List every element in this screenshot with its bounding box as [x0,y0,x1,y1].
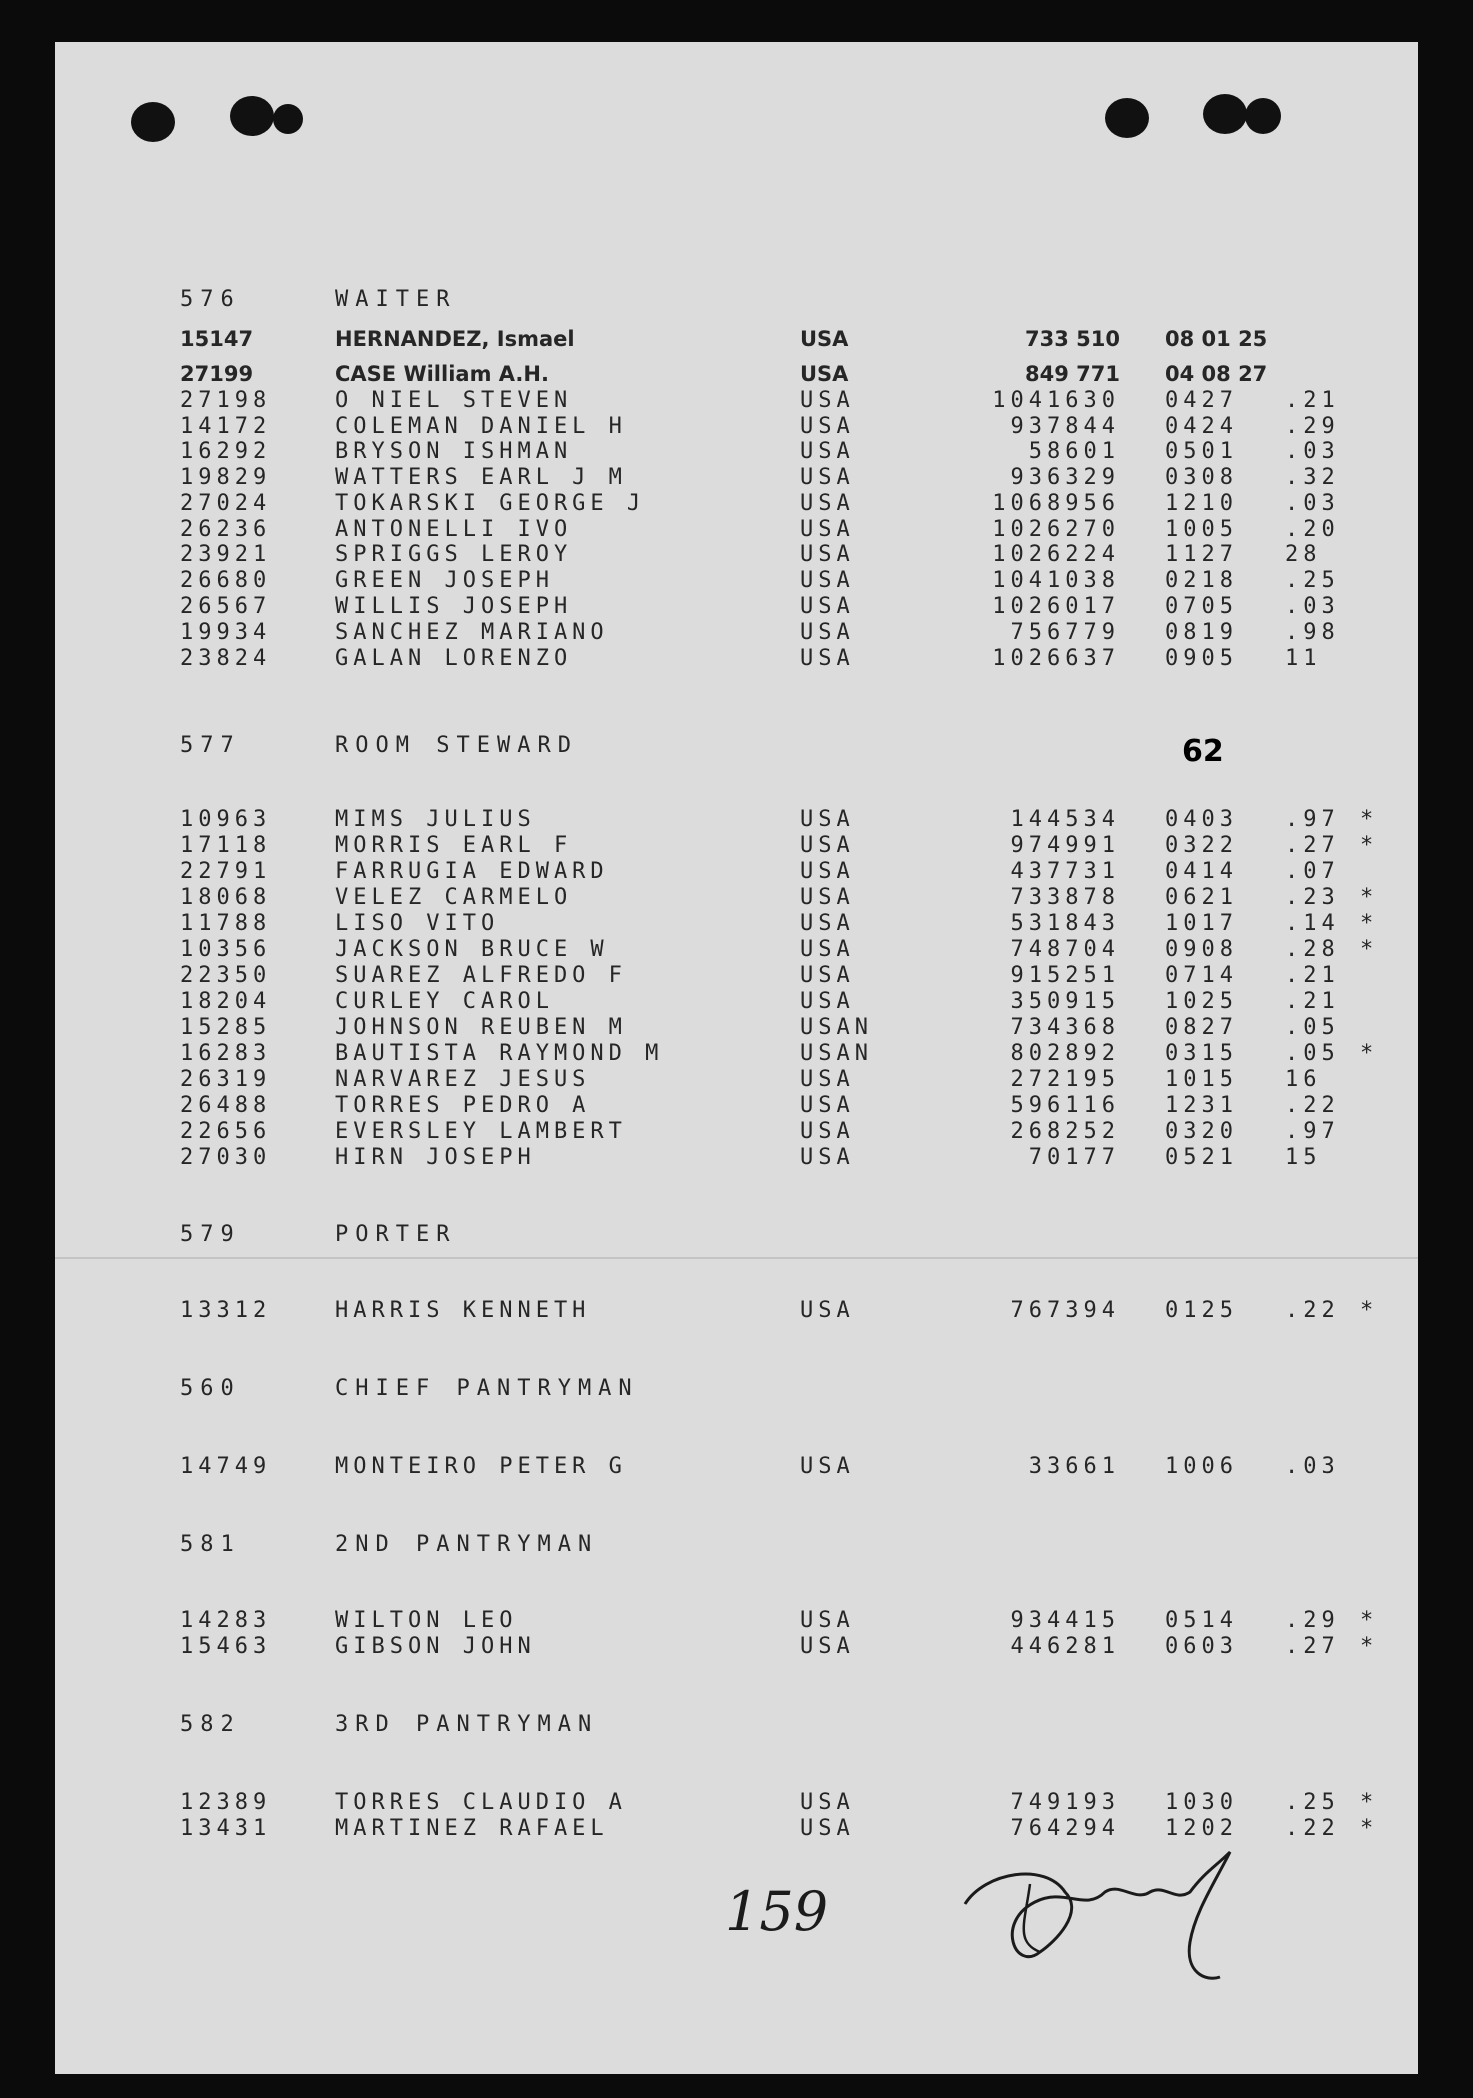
crew-mark: * [1360,1041,1379,1066]
crew-date: 08 01 25 [1165,327,1268,351]
crew-name: SUAREZ ALFREDO F [335,963,627,988]
crew-nat: USA [800,911,855,936]
section-code: 582 [180,1712,241,1737]
crew-id: 15285 [180,1015,272,1040]
crew-nat: USA [800,937,855,962]
section-header [180,1712,598,1737]
crew-nat: USA [800,1454,855,1479]
crew-id: 13312 [180,1298,272,1323]
crew-id: 18204 [180,989,272,1014]
crew-nat: USA [800,646,855,671]
crew-num: 937844 [1010,414,1120,439]
crew-nat: USA [800,1608,855,1633]
crew-num: 531843 [1010,911,1120,936]
crew-num: 70177 [1028,1145,1120,1170]
crew-id: 26680 [180,568,272,593]
crew-pct: .21 [1285,388,1340,413]
crew-nat: USA [800,1298,855,1323]
crew-nat: USA [800,1816,855,1841]
crew-date: 0125 [1165,1298,1238,1323]
crew-nat: USAN [800,1041,873,1066]
section-code: 576 [180,287,241,312]
crew-date: 0714 [1165,963,1238,988]
crew-pct: 11 [1285,646,1322,671]
crew-name: NARVAREZ JESUS [335,1067,591,1092]
crew-nat: USA [800,362,849,386]
crew-date: 1015 [1165,1067,1238,1092]
crew-list [55,42,1418,2074]
crew-id: 26488 [180,1093,272,1118]
crew-num: 350915 [1010,989,1120,1014]
crew-nat: USA [800,388,855,413]
crew-nat: USA [800,859,855,884]
crew-nat: USA [800,1790,855,1815]
crew-date: 04 08 27 [1165,362,1268,386]
section-header [180,1222,456,1247]
crew-date: 1006 [1165,1454,1238,1479]
crew-date: 0621 [1165,885,1238,910]
section-header [180,1532,598,1557]
crew-name: JACKSON BRUCE W [335,937,609,962]
crew-pct: .14 [1285,911,1340,936]
crew-mark: * [1360,1298,1379,1323]
crew-name: MARTINEZ RAFAEL [335,1816,609,1841]
crew-id: 27024 [180,491,272,516]
crew-date: 1005 [1165,517,1238,542]
crew-num: 1026224 [992,542,1120,567]
crew-num: 767394 [1010,1298,1120,1323]
crew-num: 849 771 [1025,362,1120,386]
crew-pct: .32 [1285,465,1340,490]
crew-id: 22656 [180,1119,272,1144]
crew-pct: .97 [1285,807,1340,832]
crew-mark: * [1360,911,1379,936]
crew-num: 58601 [1028,439,1120,464]
crew-nat: USA [800,1145,855,1170]
document-sheet [55,42,1418,2074]
crew-num: 1041038 [992,568,1120,593]
crew-mark: * [1360,1816,1379,1841]
crew-date: 0322 [1165,833,1238,858]
crew-name: SANCHEZ MARIANO [335,620,609,645]
crew-pct: .27 [1285,833,1340,858]
crew-pct: .05 [1285,1015,1340,1040]
crew-id: 14172 [180,414,272,439]
crew-nat: USA [800,620,855,645]
crew-id: 10356 [180,937,272,962]
crew-id: 26567 [180,594,272,619]
crew-mark: * [1360,885,1379,910]
crew-name: HIRN JOSEPH [335,1145,536,1170]
crew-date: 0308 [1165,465,1238,490]
crew-num: 1026637 [992,646,1120,671]
crew-num: 1041630 [992,388,1120,413]
crew-date: 0427 [1165,388,1238,413]
crew-nat: USA [800,1634,855,1659]
crew-nat: USA [800,963,855,988]
crew-date: 0320 [1165,1119,1238,1144]
crew-nat: USA [800,1067,855,1092]
crew-name: GIBSON JOHN [335,1634,536,1659]
crew-num: 756779 [1010,620,1120,645]
crew-date: 0908 [1165,937,1238,962]
crew-date: 0705 [1165,594,1238,619]
crew-name: FARRUGIA EDWARD [335,859,609,884]
crew-num: 1068956 [992,491,1120,516]
crew-num: 734368 [1010,1015,1120,1040]
crew-num: 272195 [1010,1067,1120,1092]
crew-id: 13431 [180,1816,272,1841]
crew-pct: .25 [1285,568,1340,593]
crew-nat: USA [800,833,855,858]
crew-date: 0218 [1165,568,1238,593]
crew-name: WILLIS JOSEPH [335,594,573,619]
crew-name: TOKARSKI GEORGE J [335,491,646,516]
crew-date: 0403 [1165,807,1238,832]
crew-num: 802892 [1010,1041,1120,1066]
crew-num: 915251 [1010,963,1120,988]
crew-num: 144534 [1010,807,1120,832]
crew-num: 437731 [1010,859,1120,884]
crew-id: 16283 [180,1041,272,1066]
crew-name: TORRES CLAUDIO A [335,1790,627,1815]
crew-num: 596116 [1010,1093,1120,1118]
crew-pct: .27 [1285,1634,1340,1659]
crew-date: 1210 [1165,491,1238,516]
crew-nat: USA [800,885,855,910]
section-code: 577 [180,733,241,758]
crew-nat: USA [800,414,855,439]
crew-num: 268252 [1010,1119,1120,1144]
crew-nat: USA [800,807,855,832]
crew-date: 0424 [1165,414,1238,439]
crew-pct: .22 [1285,1816,1340,1841]
crew-name: LISO VITO [335,911,500,936]
crew-mark: * [1360,807,1379,832]
crew-pct: .22 [1285,1298,1340,1323]
crew-id: 10963 [180,807,272,832]
crew-pct: .28 [1285,937,1340,962]
crew-nat: USA [800,1119,855,1144]
section-code: 560 [180,1376,241,1401]
crew-id: 22791 [180,859,272,884]
section-code: 581 [180,1532,241,1557]
section-title: CHIEF PANTRYMAN [335,1376,639,1401]
crew-id: 17118 [180,833,272,858]
crew-id: 23824 [180,646,272,671]
crew-pct: 15 [1285,1145,1322,1170]
crew-pct: .23 [1285,885,1340,910]
crew-id: 14283 [180,1608,272,1633]
crew-name: VELEZ CARMELO [335,885,573,910]
crew-pct: .97 [1285,1119,1340,1144]
crew-date: 0603 [1165,1634,1238,1659]
section-header [180,733,578,758]
crew-date: 0514 [1165,1608,1238,1633]
crew-nat: USAN [800,1015,873,1040]
crew-date: 0905 [1165,646,1238,671]
crew-num: 974991 [1010,833,1120,858]
crew-pct: .21 [1285,989,1340,1014]
crew-nat: USA [800,1093,855,1118]
crew-name: MIMS JULIUS [335,807,536,832]
crew-pct: .22 [1285,1093,1340,1118]
crew-name: WILTON LEO [335,1608,518,1633]
crew-name: HARRIS KENNETH [335,1298,591,1323]
crew-date: 1030 [1165,1790,1238,1815]
crew-name: GREEN JOSEPH [335,568,554,593]
crew-name: CASE William A.H. [335,362,549,386]
crew-name: GALAN LORENZO [335,646,573,671]
section-header [180,1376,639,1401]
crew-num: 749193 [1010,1790,1120,1815]
crew-name: BAUTISTA RAYMOND M [335,1041,664,1066]
crew-name: CURLEY CAROL [335,989,554,1014]
crew-date: 0819 [1165,620,1238,645]
crew-mark: * [1360,1608,1379,1633]
crew-id: 11788 [180,911,272,936]
crew-pct: .07 [1285,859,1340,884]
crew-id: 19934 [180,620,272,645]
crew-pct: .05 [1285,1041,1340,1066]
crew-name: O NIEL STEVEN [335,388,573,413]
section-title: 3RD PANTRYMAN [335,1712,599,1737]
section-title: WAITER [335,287,457,312]
crew-pct: 16 [1285,1067,1322,1092]
crew-num: 1026270 [992,517,1120,542]
section-title: ROOM STEWARD [335,733,578,758]
crew-id: 18068 [180,885,272,910]
crew-date: 1025 [1165,989,1238,1014]
crew-date: 1202 [1165,1816,1238,1841]
crew-id: 19829 [180,465,272,490]
crew-nat: USA [800,989,855,1014]
crew-pct: .03 [1285,491,1340,516]
crew-date: 1017 [1165,911,1238,936]
crew-id: 27198 [180,388,272,413]
crew-nat: USA [800,327,849,351]
crew-nat: USA [800,594,855,619]
crew-name: MONTEIRO PETER G [335,1454,627,1479]
crew-mark: * [1360,1790,1379,1815]
crew-date: 0315 [1165,1041,1238,1066]
page-number: 62 [1182,734,1224,769]
section-header [180,287,456,312]
crew-name: BRYSON ISHMAN [335,439,573,464]
crew-num: 748704 [1010,937,1120,962]
crew-id: 23921 [180,542,272,567]
crew-nat: USA [800,465,855,490]
crew-name: MORRIS EARL F [335,833,573,858]
crew-pct: .03 [1285,1454,1340,1479]
crew-id: 15147 [180,327,254,351]
crew-pct: .20 [1285,517,1340,542]
crew-num: 446281 [1010,1634,1120,1659]
crew-nat: USA [800,517,855,542]
crew-mark: * [1360,1634,1379,1659]
section-code: 579 [180,1222,241,1247]
crew-date: 1127 [1165,542,1238,567]
crew-id: 15463 [180,1634,272,1659]
crew-date: 1231 [1165,1093,1238,1118]
crew-pct: .25 [1285,1790,1340,1815]
crew-num: 764294 [1010,1816,1120,1841]
crew-pct: .03 [1285,594,1340,619]
crew-pct: .03 [1285,439,1340,464]
crew-num: 733 510 [1025,327,1120,351]
crew-pct: 28 [1285,542,1322,567]
crew-name: WATTERS EARL J M [335,465,627,490]
crew-num: 1026017 [992,594,1120,619]
crew-id: 26319 [180,1067,272,1092]
crew-id: 16292 [180,439,272,464]
crew-id: 27199 [180,362,254,386]
crew-mark: * [1360,833,1379,858]
crew-id: 22350 [180,963,272,988]
crew-pct: .98 [1285,620,1340,645]
crew-name: JOHNSON REUBEN M [335,1015,627,1040]
crew-date: 0827 [1165,1015,1238,1040]
crew-date: 0501 [1165,439,1238,464]
crew-name: HERNANDEZ, Ismael [335,327,575,351]
section-title: PORTER [335,1222,457,1247]
crew-id: 26236 [180,517,272,542]
crew-name: COLEMAN DANIEL H [335,414,627,439]
crew-mark: * [1360,937,1379,962]
handwritten-count: 159 [725,1880,829,1943]
crew-pct: .29 [1285,414,1340,439]
crew-nat: USA [800,542,855,567]
crew-name: ANTONELLI IVO [335,517,573,542]
crew-id: 12389 [180,1790,272,1815]
crew-pct: .21 [1285,963,1340,988]
crew-name: EVERSLEY LAMBERT [335,1119,627,1144]
crew-nat: USA [800,491,855,516]
crew-num: 733878 [1010,885,1120,910]
crew-date: 0521 [1165,1145,1238,1170]
crew-id: 14749 [180,1454,272,1479]
section-title: 2ND PANTRYMAN [335,1532,599,1557]
crew-name: TORRES PEDRO A [335,1093,591,1118]
crew-name: SPRIGGS LEROY [335,542,573,567]
crew-num: 934415 [1010,1608,1120,1633]
crew-date: 0414 [1165,859,1238,884]
crew-pct: .29 [1285,1608,1340,1633]
crew-num: 936329 [1010,465,1120,490]
crew-nat: USA [800,439,855,464]
crew-id: 27030 [180,1145,272,1170]
crew-nat: USA [800,568,855,593]
crew-num: 33661 [1028,1454,1120,1479]
